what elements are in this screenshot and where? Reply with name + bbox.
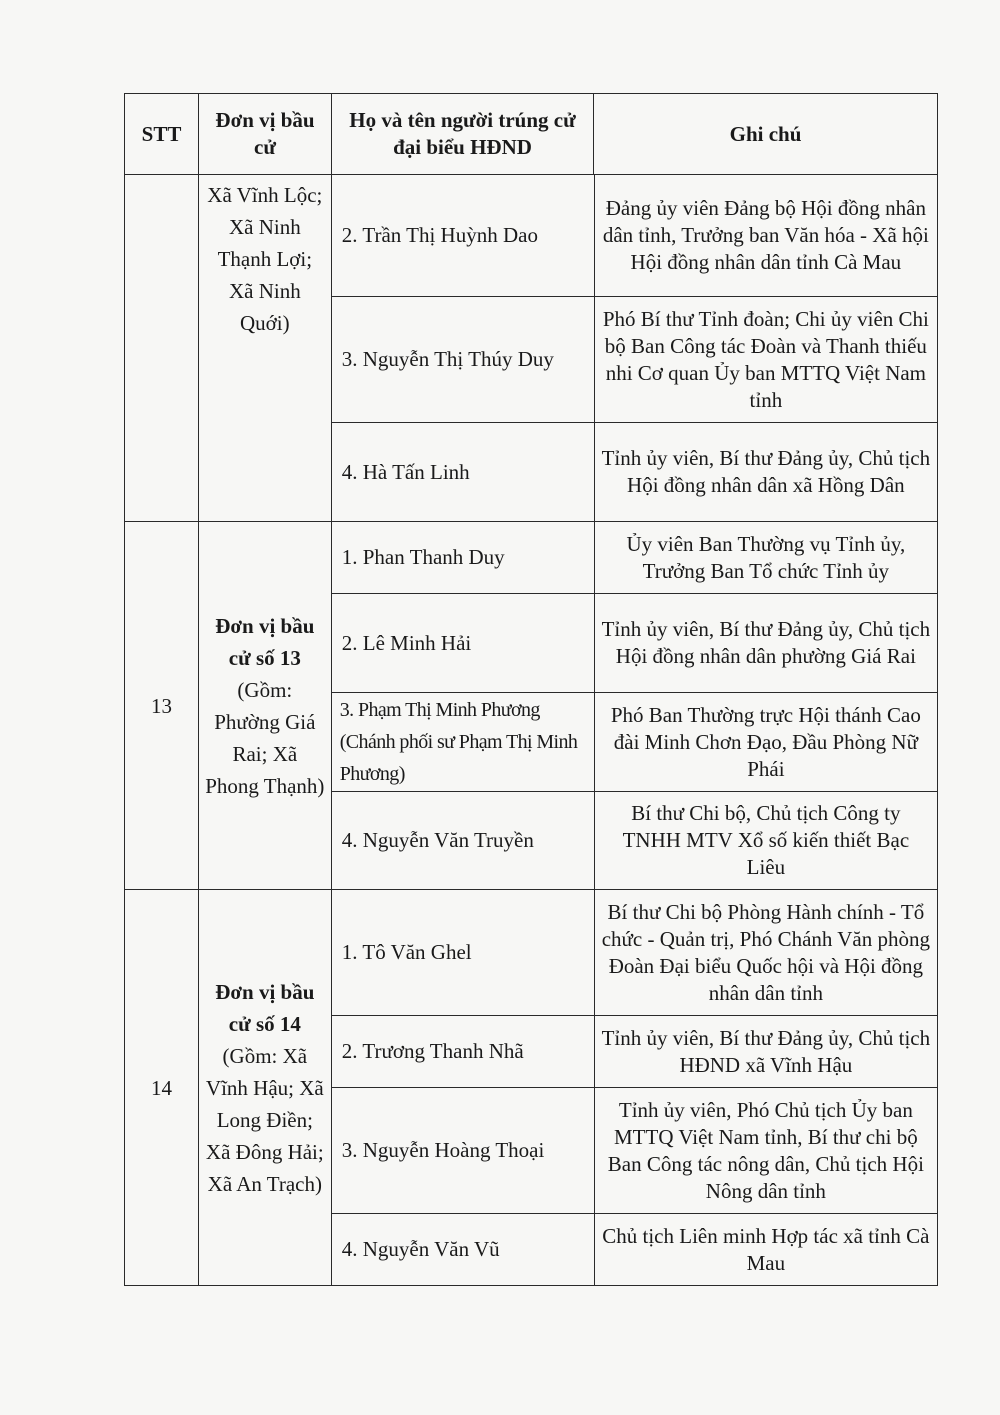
table-row (332, 1087, 937, 1213)
delegate-name: 3. Nguyễn Hoàng Thoại (341, 1138, 545, 1162)
table-row (332, 522, 937, 593)
unit-title: Đơn vị bầu cử số 14 (215, 979, 315, 1036)
delegate-note: Tỉnh ủy viên, Bí thư Đảng ủy, Chủ tịch Hội đồng nhân dân xã Hồng Dân (594, 423, 937, 521)
group-unit (198, 890, 331, 1285)
unit-members: (Gồm: Xã Vĩnh Hậu; Xã Long Điền; Xã Đông Hải; Xã An Trạch) (205, 1043, 324, 1196)
delegate-note: Chủ tịch Liên minh Hợp tác xã tỉnh Cà Mau (594, 1214, 937, 1285)
table-row (332, 1015, 937, 1087)
delegate-name: 4. Hà Tấn Linh (341, 459, 470, 484)
delegate-name: 4. Nguyễn Văn Truyền (341, 828, 534, 852)
table-group (125, 174, 937, 521)
delegate-note: Bí thư Chi bộ, Chủ tịch Công ty TNHH MTV Xổ số kiến thiết Bạc Liêu (594, 792, 937, 889)
delegate-name: 1. Phan Thanh Duy (341, 545, 505, 569)
delegate-rows (331, 175, 937, 521)
table-row (332, 296, 937, 422)
group-stt: 14 (150, 1075, 172, 1100)
table-group (125, 889, 937, 1285)
delegate-note: Tỉnh ủy viên, Bí thư Đảng ủy, Chủ tịch Hội đồng nhân dân phường Giá Rai (594, 594, 937, 692)
delegate-name: 2. Trần Thị Huỳnh Dao (341, 223, 538, 247)
delegate-name: 2. Trương Thanh Nhã (341, 1039, 524, 1063)
delegate-rows (331, 522, 937, 889)
delegate-note: Ủy viên Ban Thường vụ Tỉnh ủy, Trưởng Ban Tổ chức Tỉnh ủy (594, 522, 937, 593)
delegate-name: 3. Phạm Thị Minh Phương (Chánh phối sư Phạm Thị Minh Phương) (339, 699, 578, 785)
table-row (332, 890, 937, 1015)
delegate-name: 3. Nguyễn Thị Thúy Duy (341, 347, 554, 371)
group-unit (198, 522, 331, 889)
unit-members: (Gồm: Phường Giá Rai; Xã Phong Thạnh) (205, 677, 325, 798)
table-row (332, 593, 937, 692)
table-row (332, 692, 937, 791)
header-name: Họ và tên người trúng cử đại biểu HĐND (331, 94, 593, 174)
group-unit (198, 175, 331, 521)
delegate-note: Phó Ban Thường trực Hội thánh Cao đài Minh Chơn Đạo, Đầu Phòng Nữ Phái (594, 693, 937, 791)
delegate-note: Tỉnh ủy viên, Phó Chủ tịch Ủy ban MTTQ Việt Nam tỉnh, Bí thư chi bộ Ban Công tác nông dân, Chủ tịch Hội Nông dân tỉnh (594, 1088, 937, 1213)
delegate-name: 2. Lê Minh Hải (341, 630, 472, 655)
group-stt: 13 (150, 693, 172, 718)
delegate-name: 4. Nguyễn Văn Vũ (341, 1237, 500, 1261)
unit-title: Đơn vị bầu cử số 13 (215, 613, 315, 670)
unit-members: Xã Vĩnh Lộc; Xã Ninh Thạnh Lợi; Xã Ninh Quới) (207, 183, 323, 335)
table-header-row (125, 94, 937, 174)
table-group (125, 521, 937, 889)
table-row (332, 791, 937, 889)
table-row (332, 175, 937, 296)
header-note: Ghi chú (593, 94, 937, 174)
elected-delegates-table (124, 93, 938, 1286)
delegate-name: 1. Tô Văn Ghel (341, 940, 472, 964)
group-stt (125, 175, 198, 521)
table-row (332, 1213, 937, 1285)
delegate-note: Bí thư Chi bộ Phòng Hành chính - Tổ chức - Quản trị, Phó Chánh Văn phòng Đoàn Đại biểu Quốc hội và Hội đồng nhân dân tỉnh (594, 890, 937, 1015)
delegate-rows (331, 890, 937, 1285)
header-stt: STT (141, 121, 182, 146)
header-unit: Đơn vị bầu cử (198, 94, 331, 174)
delegate-note: Phó Bí thư Tỉnh đoàn; Chi ủy viên Chi bộ Ban Công tác Đoàn và Thanh thiếu nhi Cơ quan Ủy ban MTTQ Việt Nam tỉnh (594, 297, 937, 422)
delegate-note: Đảng ủy viên Đảng bộ Hội đồng nhân dân tỉnh, Trưởng ban Văn hóa - Xã hội Hội đồng nhân dân tỉnh Cà Mau (594, 175, 937, 296)
table-row (332, 422, 937, 521)
delegate-note: Tỉnh ủy viên, Bí thư Đảng ủy, Chủ tịch HĐND xã Vĩnh Hậu (594, 1016, 937, 1087)
